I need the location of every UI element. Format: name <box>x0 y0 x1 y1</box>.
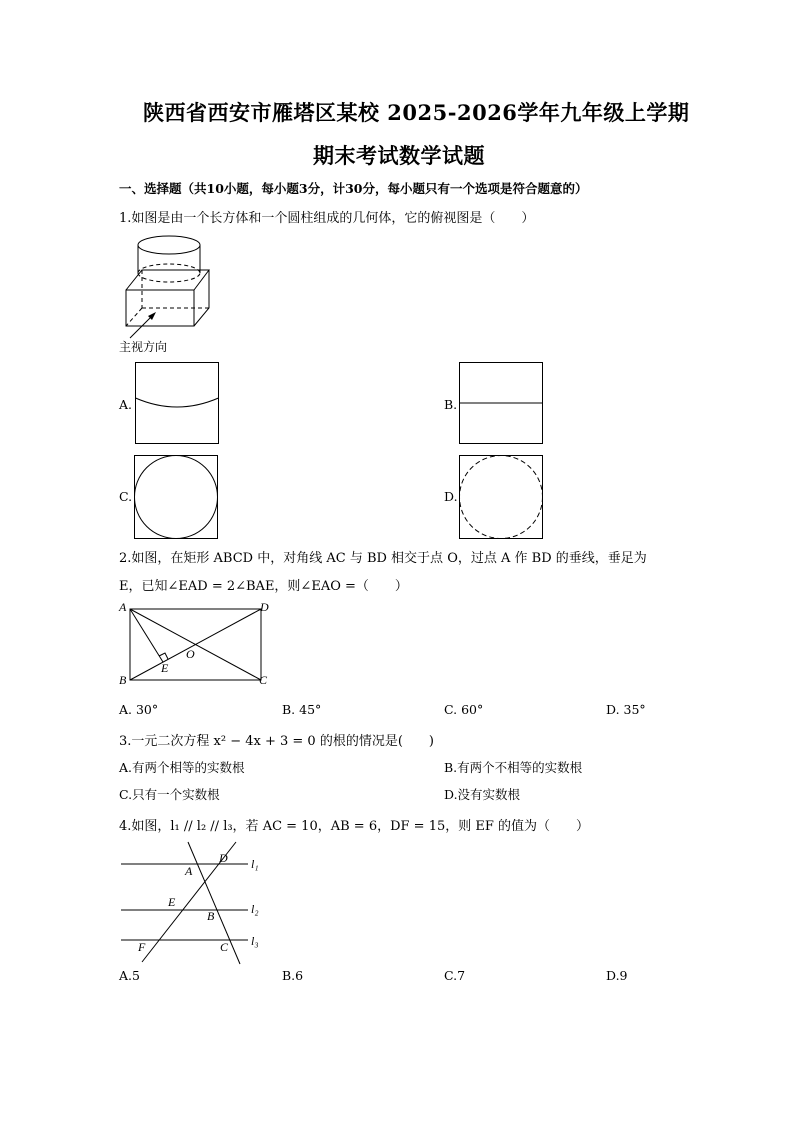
question-4-stem: 4.如图，l₁ // l₂ // l₃，若 AC = 10，AB = 6，DF = 15，则 EF 的值为（ ） <box>119 819 590 834</box>
q2-option-b[interactable]: B. 45° <box>282 702 322 717</box>
q2-point-o: O <box>186 647 195 661</box>
q4-point-c: C <box>220 940 229 954</box>
q1-option-d-label[interactable]: D. <box>444 489 458 504</box>
question-2-stem-line1: 2.如图，在矩形 ABCD 中，对角线 AC 与 BD 相交于点 O，过点 A 作 BD 的垂线，垂足为 <box>119 551 647 566</box>
q1-option-d-figure[interactable] <box>459 455 543 539</box>
q2-point-e: E <box>161 661 169 675</box>
q1-option-a-label[interactable]: A. <box>119 397 133 412</box>
q2-point-b: B <box>119 673 127 687</box>
q2-point-d: D <box>260 600 269 614</box>
q1-option-b-figure[interactable] <box>459 362 543 444</box>
q2-point-a: A <box>119 600 127 614</box>
q3-option-a[interactable]: A.有两个相等的实数根 <box>119 760 245 775</box>
solid-figure-diagram <box>118 228 228 338</box>
q1-option-b-label[interactable]: B. <box>444 397 458 412</box>
q4-option-d[interactable]: D.9 <box>606 968 628 983</box>
q4-option-c[interactable]: C.7 <box>444 968 466 983</box>
q4-point-e: E <box>168 895 176 909</box>
q4-option-b[interactable]: B.6 <box>282 968 304 983</box>
q4-line-l1: l₁ <box>251 857 259 871</box>
question-1-stem: 1.如图是由一个长方体和一个圆柱组成的几何体，它的俯视图是（ ） <box>119 211 535 226</box>
q4-line-l2: l₂ <box>251 902 259 916</box>
view-direction-label: 主视方向 <box>119 340 168 354</box>
question-2-stem-line2: E，已知∠EAD = 2∠BAE，则∠EAO =（ ） <box>119 579 408 594</box>
q3-option-d[interactable]: D.没有实数根 <box>444 787 521 802</box>
q2-option-a[interactable]: A. 30° <box>119 702 159 717</box>
q2-option-d[interactable]: D. 35° <box>606 702 646 717</box>
q2-option-c[interactable]: C. 60° <box>444 702 484 717</box>
question-3-stem: 3.一元二次方程 x² − 4x + 3 = 0 的根的情况是( ) <box>119 734 434 749</box>
q1-option-a-figure[interactable] <box>135 362 219 444</box>
q4-point-d: D <box>219 851 228 865</box>
q4-option-a[interactable]: A.5 <box>119 968 140 983</box>
q4-point-b: B <box>207 909 215 923</box>
q4-point-a: A <box>185 864 193 878</box>
q2-point-c: C <box>259 673 268 687</box>
q4-line-l3: l₃ <box>251 934 259 948</box>
page-title-line2: 期末考试数学试题 <box>313 143 485 168</box>
section-heading: 一、选择题（共10小题，每小题3分，计30分，每小题只有一个选项是符合题意的） <box>119 181 588 196</box>
q1-option-c-figure[interactable] <box>134 455 218 539</box>
q3-option-c[interactable]: C.只有一个实数根 <box>119 787 220 802</box>
q1-option-c-label[interactable]: C. <box>119 489 133 504</box>
page-title-line1: 陕西省西安市雁塔区某校 2025-2026学年九年级上学期 <box>143 100 690 125</box>
q4-point-f: F <box>138 940 146 954</box>
rectangle-diagram <box>118 600 278 690</box>
q3-option-b[interactable]: B.有两个不相等的实数根 <box>444 760 583 775</box>
